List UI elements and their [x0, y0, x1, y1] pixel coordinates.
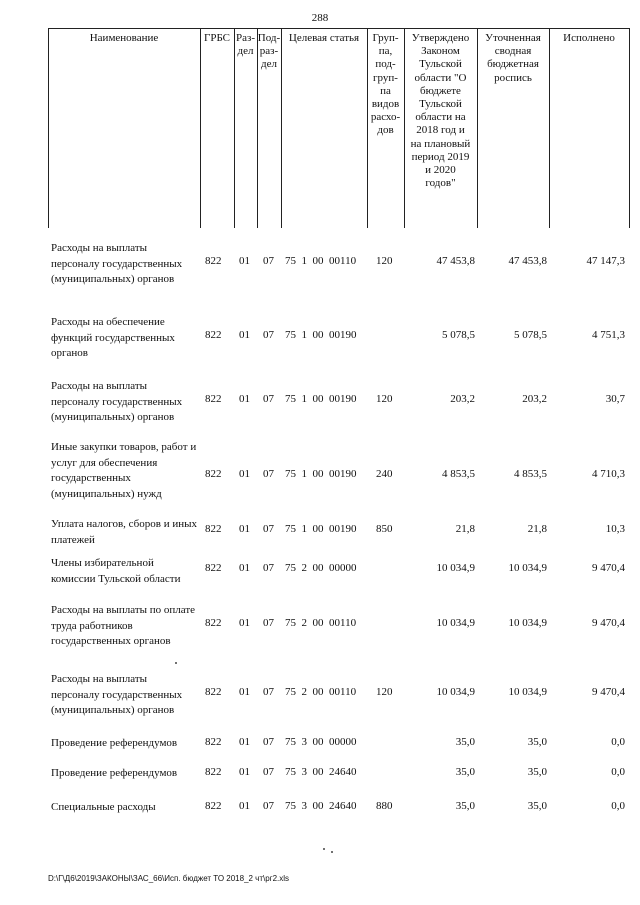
row-target: 75 1 00 00190 — [285, 393, 357, 405]
row-approved: 47 453,8 — [436, 255, 475, 267]
row-target: 75 1 00 00110 — [285, 255, 357, 267]
row-revised: 10 034,9 — [508, 562, 547, 574]
row-revised: 203,2 — [522, 393, 547, 405]
row-executed: 47 147,3 — [586, 255, 625, 267]
row-executed: 30,7 — [605, 393, 625, 405]
row-target: 75 3 00 00000 — [285, 736, 357, 748]
row-group: 880 — [376, 800, 393, 812]
header-top-rule — [48, 28, 629, 29]
row-executed: 4 710,3 — [592, 468, 625, 480]
page-number: 288 — [311, 12, 329, 24]
row-group: 240 — [376, 468, 393, 480]
row-grbs: 822 — [205, 800, 222, 812]
row-grbs: 822 — [205, 766, 222, 778]
row-executed: 9 470,4 — [592, 562, 625, 574]
row-approved: 35,0 — [455, 766, 475, 778]
row-razdel: 01 — [239, 468, 250, 480]
row-approved: 21,8 — [455, 523, 475, 535]
row-name: Проведение референдумов — [51, 737, 178, 749]
row-approved: 10 034,9 — [436, 686, 475, 698]
row-executed: 10,3 — [605, 523, 625, 535]
row-podrazdel: 07 — [263, 800, 274, 812]
row-podrazdel: 07 — [263, 766, 274, 778]
row-name: Специальные расходы — [51, 801, 156, 813]
file-path-footer: D:\Г\Д6\2019\ЗАКОНЫ\ЗАС_66\Исп. бюджет ТО 2018_2 чт\рг2.xls — [48, 874, 290, 883]
row-podrazdel: 07 — [263, 329, 274, 341]
scan-speck — [331, 851, 333, 853]
row-razdel: 01 — [239, 617, 250, 629]
row-grbs: 822 — [205, 562, 222, 574]
row-grbs: 822 — [205, 468, 222, 480]
row-group: 850 — [376, 523, 393, 535]
row-target: 75 1 00 00190 — [285, 468, 357, 480]
row-revised: 4 853,5 — [514, 468, 547, 480]
row-grbs: 822 — [205, 736, 222, 748]
row-name: Расходы на выплаты персоналу государственных (муниципальных) органов — [51, 673, 183, 717]
row-target: 75 3 00 24640 — [285, 766, 357, 778]
row-revised: 21,8 — [527, 523, 547, 535]
row-name: Расходы на выплаты по оплате труда работников государственных органов — [51, 604, 196, 648]
row-executed: 0,0 — [611, 736, 625, 748]
row-revised: 47 453,8 — [508, 255, 547, 267]
row-podrazdel: 07 — [263, 617, 274, 629]
row-group: 120 — [376, 393, 393, 405]
row-revised: 35,0 — [527, 766, 547, 778]
header-grbs: ГРБС — [203, 32, 231, 44]
row-executed: 9 470,4 — [592, 617, 625, 629]
header-group: Груп- па, под- груп- па видов расхо- дов — [370, 32, 401, 137]
row-podrazdel: 07 — [263, 468, 274, 480]
row-executed: 4 751,3 — [592, 329, 625, 341]
row-podrazdel: 07 — [263, 255, 274, 267]
scan-speck — [323, 848, 325, 850]
scan-speck — [175, 662, 177, 664]
row-razdel: 01 — [239, 766, 250, 778]
row-grbs: 822 — [205, 255, 222, 267]
row-target: 75 1 00 00190 — [285, 329, 357, 341]
col-rule — [281, 28, 282, 228]
row-executed: 9 470,4 — [592, 686, 625, 698]
row-revised: 10 034,9 — [508, 686, 547, 698]
row-razdel: 01 — [239, 329, 250, 341]
row-name: Проведение референдумов — [51, 767, 178, 779]
row-grbs: 822 — [205, 523, 222, 535]
row-razdel: 01 — [239, 562, 250, 574]
row-razdel: 01 — [239, 736, 250, 748]
row-approved: 10 034,9 — [436, 617, 475, 629]
row-razdel: 01 — [239, 686, 250, 698]
row-razdel: 01 — [239, 800, 250, 812]
row-grbs: 822 — [205, 686, 222, 698]
row-grbs: 822 — [205, 617, 222, 629]
row-target: 75 1 00 00190 — [285, 523, 357, 535]
header-name: Наименование — [89, 32, 159, 44]
row-grbs: 822 — [205, 393, 222, 405]
col-rule — [200, 28, 201, 228]
row-target: 75 2 00 00110 — [285, 617, 357, 629]
row-approved: 35,0 — [455, 736, 475, 748]
row-razdel: 01 — [239, 523, 250, 535]
header-target: Целевая статья — [288, 32, 360, 44]
header-razdel: Раз- дел — [235, 32, 255, 58]
col-rule — [48, 28, 49, 228]
row-podrazdel: 07 — [263, 562, 274, 574]
col-rule — [549, 28, 550, 228]
row-podrazdel: 07 — [263, 686, 274, 698]
row-approved: 5 078,5 — [442, 329, 475, 341]
row-name: Уплата налогов, сборов и иных платежей — [51, 518, 198, 546]
row-group: 120 — [376, 255, 393, 267]
row-revised: 35,0 — [527, 736, 547, 748]
row-revised: 35,0 — [527, 800, 547, 812]
header-approved: Утверждено Законом Тульской области "О бюджете Тульской области на 2018 год и на плановый период 2019 и 2020 годов" — [410, 32, 471, 190]
row-approved: 35,0 — [455, 800, 475, 812]
row-razdel: 01 — [239, 255, 250, 267]
col-rule — [629, 28, 630, 228]
row-name: Расходы на выплаты персоналу государственных (муниципальных) органов — [51, 242, 183, 286]
row-podrazdel: 07 — [263, 393, 274, 405]
row-podrazdel: 07 — [263, 736, 274, 748]
row-name: Расходы на обеспечение функций государственных органов — [51, 316, 175, 360]
row-name: Расходы на выплаты персоналу государственных (муниципальных) органов — [51, 380, 183, 424]
row-revised: 5 078,5 — [514, 329, 547, 341]
row-executed: 0,0 — [611, 800, 625, 812]
row-name: Иные закупки товаров, работ и услуг для обеспечения государственных (муниципальных) нужд — [51, 441, 197, 500]
row-executed: 0,0 — [611, 766, 625, 778]
row-approved: 4 853,5 — [442, 468, 475, 480]
row-name: Члены избирательной комиссии Тульской области — [51, 557, 181, 585]
row-approved: 203,2 — [450, 393, 475, 405]
header-podrazdel: Под- раз- дел — [257, 32, 281, 71]
row-target: 75 2 00 00000 — [285, 562, 357, 574]
row-podrazdel: 07 — [263, 523, 274, 535]
header-revised: Уточненная сводная бюджетная роспись — [485, 32, 541, 84]
row-target: 75 3 00 24640 — [285, 800, 357, 812]
row-razdel: 01 — [239, 393, 250, 405]
row-approved: 10 034,9 — [436, 562, 475, 574]
row-group: 120 — [376, 686, 393, 698]
row-grbs: 822 — [205, 329, 222, 341]
header-executed: Исполнено — [563, 32, 615, 44]
row-revised: 10 034,9 — [508, 617, 547, 629]
row-target: 75 2 00 00110 — [285, 686, 357, 698]
